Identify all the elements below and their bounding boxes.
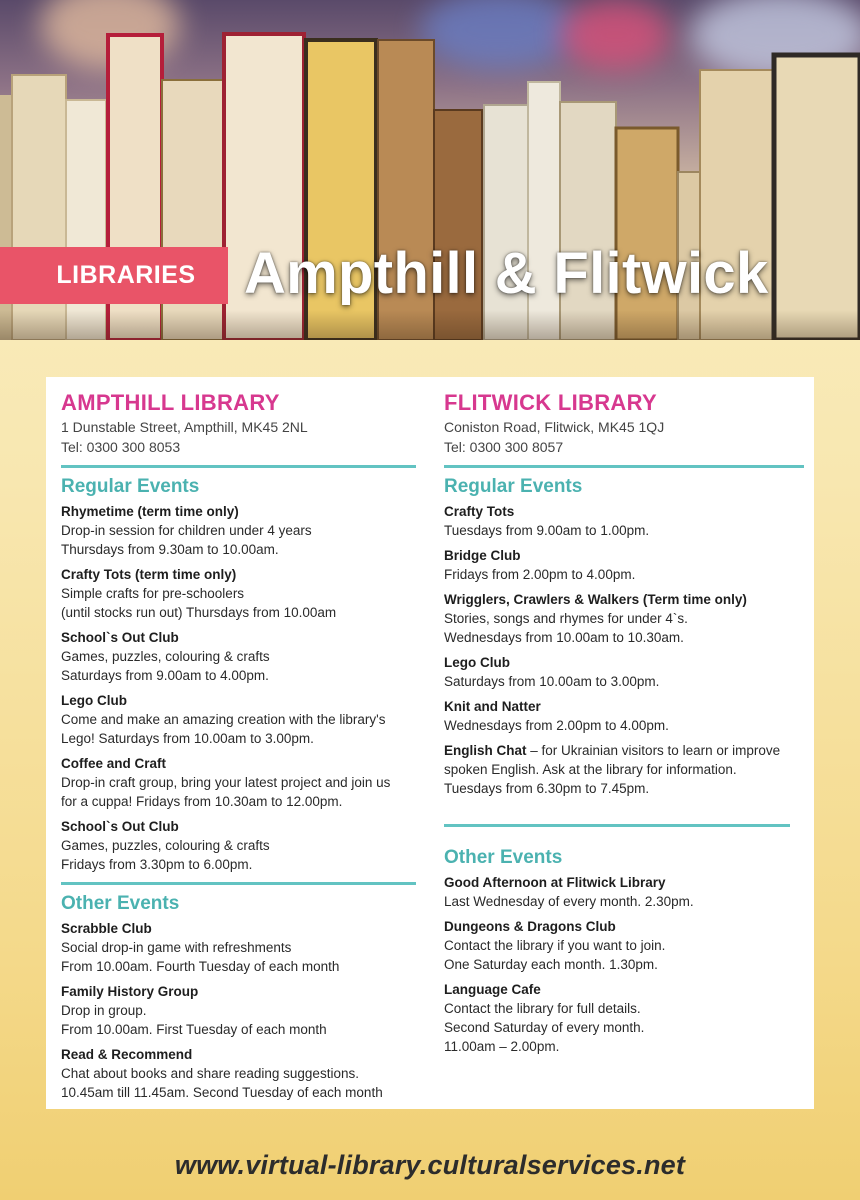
event-detail: Thursdays from 9.30am to 10.00am. [61, 542, 279, 557]
libraries-badge: LIBRARIES [0, 247, 228, 304]
event-detail: Games, puzzles, colouring & crafts [61, 838, 270, 853]
divider [444, 465, 804, 468]
event-title: Rhymetime (term time only) [61, 504, 239, 519]
event-detail-inline: – for Ukrainian visitors to learn or improve [526, 743, 781, 758]
ampthill-other-events-heading: Other Events [61, 893, 180, 914]
event-detail: Tuesdays from 9.00am to 1.00pm. [444, 523, 650, 538]
flitwick-address: Coniston Road, Flitwick, MK45 1QJ [444, 419, 665, 435]
event-title: Lego Club [61, 693, 127, 708]
event-detail: 11.00am – 2.00pm. [444, 1039, 560, 1054]
website-url[interactable]: www.virtual-library.culturalservices.net [174, 1150, 686, 1180]
event-detail: Drop in group. [61, 1003, 147, 1018]
event-title: Family History Group [61, 984, 199, 999]
event-detail: Contact the library for full details. [444, 1001, 641, 1016]
event-title: Crafty Tots [444, 504, 515, 519]
event-item [444, 502, 804, 540]
event-detail: Drop-in session for children under 4 years [61, 523, 312, 538]
event-title: Lego Club [444, 655, 510, 670]
event-detail: for a cuppa! Fridays from 10.30am to 12.00pm. [61, 794, 343, 809]
shelf-shadow [0, 310, 860, 340]
event-title: Language Cafe [444, 982, 541, 997]
event-detail: Come and make an amazing creation with the library's [61, 712, 386, 727]
event-detail: Saturdays from 9.00am to 4.00pm. [61, 668, 269, 683]
event-title: Dungeons & Dragons Club [444, 919, 616, 934]
event-detail: Stories, songs and rhymes for under 4`s. [444, 611, 688, 626]
event-detail: Lego! Saturdays from 10.00am to 3.00pm. [61, 731, 314, 746]
event-title: Read & Recommend [61, 1047, 193, 1062]
event-item [61, 919, 416, 976]
event-item [444, 917, 804, 974]
page-title: Ampthill & Flitwick [244, 241, 769, 306]
event-item [444, 873, 804, 911]
hero-banner [0, 0, 860, 340]
event-detail: Saturdays from 10.00am to 3.00pm. [444, 674, 660, 689]
event-title: Crafty Tots (term time only) [61, 567, 237, 582]
event-item [444, 697, 804, 735]
flitwick-regular-events-heading: Regular Events [444, 476, 583, 497]
event-item [61, 1045, 416, 1102]
divider [61, 465, 416, 468]
event-detail: Tuesdays from 6.30pm to 7.45pm. [444, 781, 650, 796]
event-item [444, 741, 804, 798]
event-detail: Simple crafts for pre-schoolers [61, 586, 245, 601]
event-item [444, 590, 804, 647]
event-detail: From 10.00am. Fourth Tuesday of each month [61, 959, 340, 974]
event-item [61, 817, 416, 874]
event-title: Scrabble Club [61, 921, 152, 936]
event-detail: Drop-in craft group, bring your latest project and join us [61, 775, 391, 790]
event-detail: One Saturday each month. 1.30pm. [444, 957, 658, 972]
event-detail: Last Wednesday of every month. 2.30pm. [444, 894, 694, 909]
event-detail [444, 741, 804, 760]
event-title: Knit and Natter [444, 699, 541, 714]
event-title: English Chat [444, 743, 527, 758]
flitwick-other-events-heading: Other Events [444, 847, 563, 868]
event-detail: Fridays from 3.30pm to 6.00pm. [61, 857, 253, 872]
event-detail: Chat about books and share reading suggestions. [61, 1066, 359, 1081]
event-item [61, 502, 416, 559]
event-title: School`s Out Club [61, 819, 179, 834]
event-title: Wrigglers, Crawlers & Walkers (Term time only) [444, 592, 747, 607]
event-item [444, 546, 804, 584]
event-detail: (until stocks run out) Thursdays from 10.00am [61, 605, 337, 620]
content-panel [46, 377, 814, 1109]
flitwick-library-name: FLITWICK LIBRARY [444, 390, 657, 415]
ampthill-library-name: AMPTHILL LIBRARY [61, 390, 280, 415]
event-item [61, 982, 416, 1039]
event-detail: spoken English. Ask at the library for information. [444, 762, 737, 777]
event-item [444, 653, 804, 691]
flitwick-column [444, 377, 804, 1062]
event-detail: Games, puzzles, colouring & crafts [61, 649, 270, 664]
event-item [444, 980, 804, 1056]
event-title: Coffee and Craft [61, 756, 167, 771]
event-title: Bridge Club [444, 548, 521, 563]
ampthill-column [61, 377, 416, 1108]
event-item [61, 691, 416, 748]
event-item [61, 628, 416, 685]
event-title: School`s Out Club [61, 630, 179, 645]
event-detail: 10.45am till 11.45am. Second Tuesday of each month [61, 1085, 383, 1100]
event-detail: Second Saturday of every month. [444, 1020, 645, 1035]
event-detail: Contact the library if you want to join. [444, 938, 666, 953]
event-detail: Wednesdays from 2.00pm to 4.00pm. [444, 718, 669, 733]
event-detail: Fridays from 2.00pm to 4.00pm. [444, 567, 636, 582]
event-detail: From 10.00am. First Tuesday of each month [61, 1022, 327, 1037]
event-item [61, 565, 416, 622]
event-detail: Social drop-in game with refreshments [61, 940, 292, 955]
divider [444, 824, 790, 827]
event-item [61, 754, 416, 811]
event-title: Good Afternoon at Flitwick Library [444, 875, 666, 890]
flitwick-phone: Tel: 0300 300 8057 [444, 439, 564, 455]
divider [61, 882, 416, 885]
event-detail: Wednesdays from 10.00am to 10.30am. [444, 630, 684, 645]
ampthill-address: 1 Dunstable Street, Ampthill, MK45 2NL [61, 419, 308, 435]
ampthill-regular-events-heading: Regular Events [61, 476, 200, 497]
ampthill-phone: Tel: 0300 300 8053 [61, 439, 181, 455]
